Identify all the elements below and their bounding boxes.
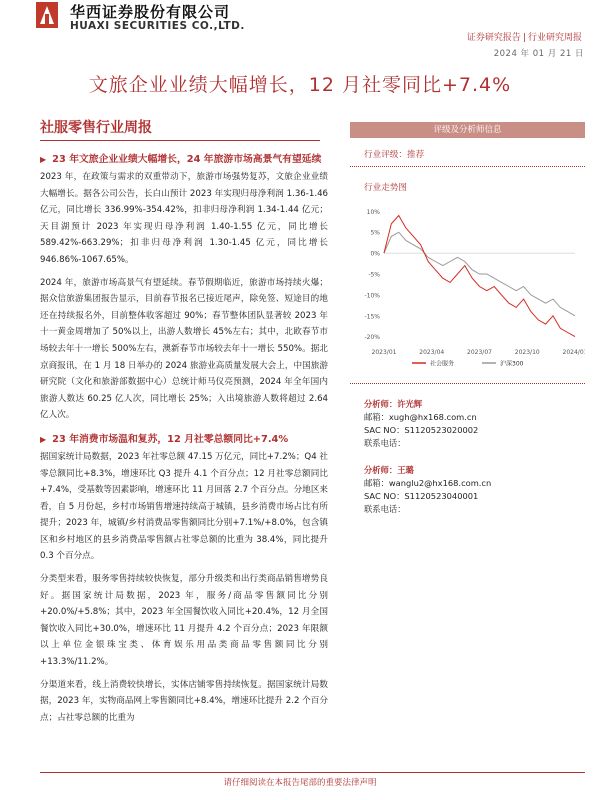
report-title: 文旅企业业绩大幅增长，12 月社零同比+7.4% — [88, 74, 512, 96]
paragraph: 2023 年，在政策与需求的双重带动下，旅游市场强势复苏，文旅企业业绩大幅增长。据各公司公告，长白山预计 2023 年实现归母净利润 1.36-1.46 亿元，同比增长 336.99%-354.42%，扣非归母净利润 1.34-1.44 亿元；天目湖预计 2023 年实现归母净利润 1.40-1.55 亿元，同比增长 589.42%-663.29%；扣非归母净利润 1.30-1.45 亿元，同比增长 946.86%-1067.65%。 — [40, 172, 328, 265]
report-date: 2024 年 01 月 21 日 — [493, 49, 584, 59]
analyst-sac: SAC NO：S1120523020002 — [364, 425, 479, 435]
legend-label: 沪深300 — [500, 360, 524, 368]
report-body — [40, 150, 328, 732]
y-tick-label: 10% — [366, 208, 380, 216]
company-name-en: HUAXI SECURITIES CO.,LTD. — [70, 20, 245, 32]
triangle-bullet-icon: ▶ — [40, 155, 47, 164]
triangle-bullet-icon: ▶ — [40, 434, 47, 444]
section-heading: ▶ 23 年消费市场温和复苏，12 月社零总额同比+7.4% — [40, 433, 289, 445]
y-tick-label: 5% — [370, 229, 380, 237]
y-tick-label: -15% — [364, 313, 380, 321]
paragraph: 据国家统计局数据，2023 年社零总额 47.15 万亿元，同比+7.2%；Q4 社零总额同比+8.3%，增速环比 Q3 提升 4.1 个百分点；12 月社零总额同比+7.4%，受基数等因素影响，增速环比 11 月回落 2.7 个百分点。分地区来看，自 5 月份起，乡村市场销售增速持续高于城镇，县乡消费市场占比有所提升；2023 年，城镇/乡村消费品零售额同比分别+7.1%/+8.0%，包含镇区和乡村地区的县乡消费品零售额占社零总额的比重为 38.4%，同比提升 0.3 个百分点。 — [40, 451, 329, 562]
dotted-divider — [350, 166, 585, 167]
analyst-email: 邮箱：wanglu2@hx168.com.cn — [364, 478, 492, 488]
y-tick-label: -5% — [368, 271, 380, 279]
analyst-name: 分析师：王璐 — [364, 465, 414, 475]
analyst-name: 分析师：许光辉 — [364, 399, 423, 409]
footer-divider — [40, 772, 585, 773]
report-subtitle: 社服零售行业周报 — [40, 120, 152, 136]
x-tick-label: 2023/01 — [371, 349, 397, 356]
y-tick-label: -10% — [364, 292, 380, 300]
legend-label: 社会服务 — [430, 360, 455, 368]
x-tick-label: 2023/10 — [514, 349, 540, 356]
industry-trend-chart — [350, 195, 585, 373]
company-logo-icon — [36, 2, 58, 28]
analyst-phone: 联系电话： — [364, 438, 406, 448]
paragraph: 2024 年，旅游市场高景气有望延续。春节假期临近，旅游市场持续火爆；据众信旅游集团报告显示，目前春节报名已接近尾声，除免签、短途目的地还在持续报名外，目前整体收客超过 90%；春节整体团队显著较 2023 年十一黄金周增加了 50%以上，出游人数增长 45%左右；其中，北欧春节市场较去年十一增长 500%左右，澳新春节市场较去年十一增长 550%。据北京商报讯，在 1 月 18 日举办的 2024 旅游业高质量发展大会上，中国旅游研究院（文化和旅游部数据中心）总统计师马仪亮预测，2024 年全年国内旅游人数达 60.25 亿人次，同比增长 25%；入出境旅游人数将超过 2.64 亿人次。 — [40, 277, 328, 421]
analyst-sac: SAC NO：S1120523040001 — [364, 491, 479, 501]
sidebar — [350, 122, 585, 516]
x-tick-label: 2023/07 — [467, 349, 492, 356]
y-tick-label: -20% — [364, 334, 380, 342]
paragraph: 分渠道来看，线上消费较快增长，实体店铺零售持续恢复。据国家统计局数据，2023 年，实物商品网上零售额同比+8.4%，增速环比提升 2.2 个百分点；占社零总额的比重为 — [40, 679, 328, 723]
series-line-csi300 — [384, 232, 575, 316]
sidebar-panel-title: 评级及分析师信息 — [350, 122, 585, 138]
industry-rating: 行业评级：推荐 — [364, 150, 425, 160]
company-name-cn: 华西证券股份有限公司 — [70, 3, 231, 21]
subtitle-divider — [40, 140, 320, 141]
report-tags: 证券研究报告 | 行业研究周报 — [466, 33, 582, 43]
analyst-phone: 联系电话： — [364, 504, 406, 514]
report-category: 行业研究周报 — [527, 33, 582, 43]
y-tick-label: 0% — [370, 250, 380, 258]
series-line-social-services — [384, 216, 575, 337]
report-type: 证券研究报告 — [466, 33, 521, 43]
x-tick-label: 2023/04 — [419, 349, 445, 356]
analyst-block — [364, 398, 585, 450]
section-heading: ▶ 23 年文旅企业业绩大幅增长，24 年旅游市场高景气有望延续 — [40, 154, 322, 165]
x-tick-label: 2024/01 — [562, 349, 585, 356]
paragraph: 分类型来看，服务零售持续较快恢复，部分升级类和出行类商品销售增势良好。据国家统计局数据，2023 年，服务/商品零售额同比分别+20.0%/+5.8%；其中，2023 年全国餐饮收入同比+20.4%，12 月全国餐饮收入同比+30.0%，增速环比 11 月提升 4.2 个百分点；2023 年限额以上单位金银珠宝类、体育娱乐用品类商品零售额同比分别+13.3%/11.2%。 — [40, 574, 328, 668]
trend-chart-title: 行业走势图 — [364, 183, 407, 193]
analyst-block — [364, 464, 585, 516]
analyst-email: 邮箱：xugh@hx168.com.cn — [364, 412, 477, 422]
footer-disclaimer: 请仔细阅读在本报告尾部的重要法律声明 — [223, 778, 377, 788]
